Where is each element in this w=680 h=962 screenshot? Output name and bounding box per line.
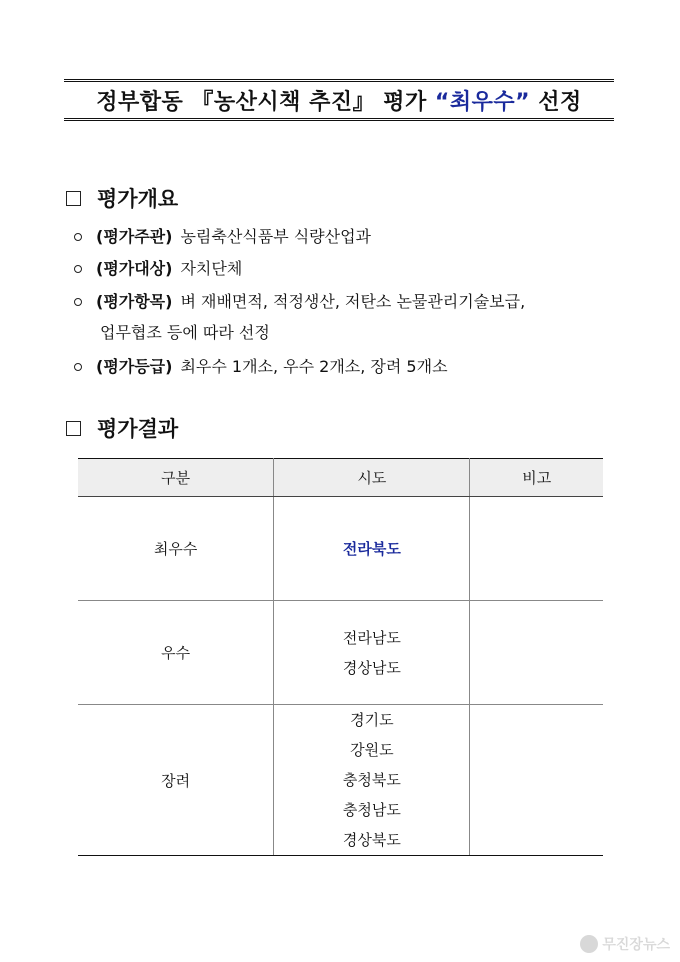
section-result-label: 평가결과 — [97, 417, 179, 441]
title-box — [64, 79, 614, 121]
bullet-item — [74, 291, 525, 313]
bullet-key: (평가항목) — [96, 292, 173, 311]
region-cell: 전라북도 — [274, 497, 470, 601]
region-name: 충청남도 — [342, 801, 401, 819]
bullet-continuation: 업무협조 등에 따라 선정 — [100, 323, 270, 342]
grade-cell: 최우수 — [78, 497, 274, 601]
title-accent: “최우수” — [434, 89, 531, 115]
table-row — [78, 601, 603, 705]
circle-bullet-icon — [74, 363, 82, 371]
bullet-text: 벼 재배면적, 적정생산, 저탄소 논물관리기술보급, — [180, 292, 526, 311]
checkbox-icon — [66, 421, 81, 436]
grade-cell: 우수 — [78, 601, 274, 705]
note-cell — [470, 601, 603, 705]
bullet-text: 자치단체 — [180, 259, 243, 278]
circle-bullet-icon — [74, 233, 82, 241]
section-overview-label: 평가개요 — [97, 187, 179, 211]
result-table — [78, 458, 603, 856]
title-suffix: 선정 — [530, 89, 582, 115]
bullet-text: 농림축산식품부 식량산업과 — [180, 227, 372, 246]
section-overview — [66, 183, 178, 213]
circle-bullet-icon — [74, 265, 82, 273]
bullet-item — [74, 356, 448, 378]
region-name: 전라남도 — [342, 628, 401, 647]
table-header-row — [78, 459, 603, 497]
region-cell — [274, 705, 470, 856]
watermark-logo-icon — [580, 935, 598, 953]
title-prefix: 정부합동 『농산시책 추진』 평가 — [96, 89, 435, 115]
table-row — [78, 497, 603, 601]
note-cell — [470, 497, 603, 601]
bullet-item — [74, 226, 371, 248]
header-region: 시도 — [274, 459, 470, 497]
bullet-key: (평가주관) — [96, 227, 173, 246]
region-name: 경상북도 — [342, 831, 401, 849]
section-result — [66, 413, 178, 443]
bullet-item — [74, 258, 242, 280]
region-name: 경기도 — [350, 711, 394, 729]
note-cell — [470, 705, 603, 856]
watermark — [580, 934, 670, 954]
page-title — [96, 85, 582, 116]
checkbox-icon — [66, 191, 81, 206]
header-grade: 구분 — [78, 459, 274, 497]
bullet-key: (평가등급) — [96, 357, 173, 376]
header-note: 비고 — [470, 459, 603, 497]
watermark-text: 무진장뉴스 — [602, 937, 670, 953]
circle-bullet-icon — [74, 298, 82, 306]
bullet-text: 최우수 1개소, 우수 2개소, 장려 5개소 — [180, 357, 448, 376]
region-name: 충청북도 — [342, 771, 401, 789]
bullet-key: (평가대상) — [96, 259, 173, 278]
table-row — [78, 705, 603, 856]
region-name: 강원도 — [350, 741, 394, 759]
grade-cell: 장려 — [78, 705, 274, 856]
region-cell — [274, 601, 470, 705]
region-name: 경상남도 — [342, 658, 401, 677]
